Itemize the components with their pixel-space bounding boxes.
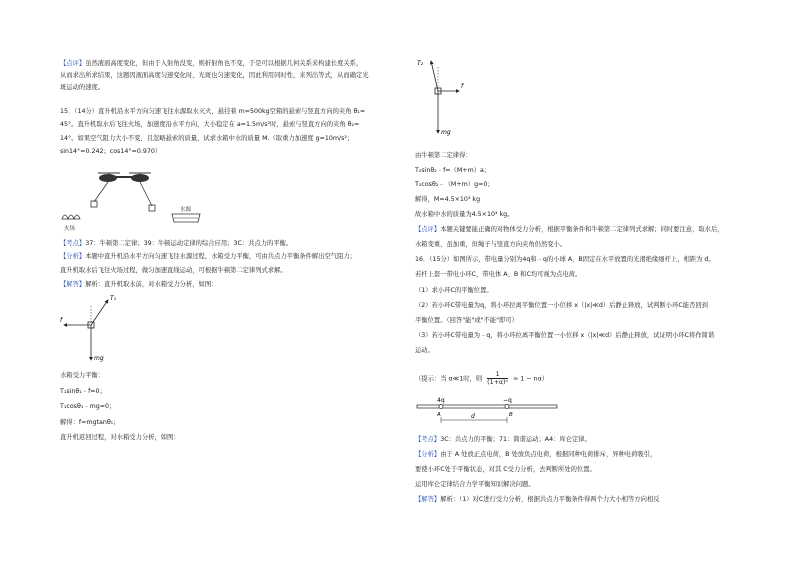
right-fenxi-line-3: 运用库仑定律结合力学平衡知识解决问题。 [415, 481, 535, 488]
ball-a [439, 405, 443, 409]
q16-line-3: （1）求小环C的平衡位置。 [415, 287, 493, 294]
right-kaodian: 【考点】3C：共点力的平衡；71：简谐运动；A4：库仑定律。 [415, 436, 591, 443]
f-label: f [60, 317, 63, 324]
right-line-3: T₂cosθ₂﹣（M+m）g=0； [415, 181, 494, 188]
q16-line-6: （3）若小环C带电量为﹣q，将小环拉离平衡位置一小位移 x（|x|≪d）后静止释放，试证明小环C将作简谐 [415, 332, 715, 339]
hint-fraction: $\frac{1}{\text{(1+α)ⁿ}}$ [487, 371, 509, 386]
force-diagram-left [60, 292, 140, 364]
q16-line-7: 运动。 [415, 347, 434, 354]
tension-arrow [91, 300, 108, 325]
right-dianping-line-2: 水箱变重，虽加重，但绳子与竖直方向夹角仍然变小。 [415, 241, 567, 248]
t2-label: T₂ [417, 60, 424, 67]
fire-icon [62, 215, 80, 219]
right-fenxi-line-2: 要使小环C处于平衡状态，对其 C受力分析，去判断所处的位置。 [415, 466, 596, 473]
tension-arrow [431, 61, 438, 91]
t1-label: T₁ [110, 295, 117, 302]
q16-hint: （提示：当 α≪1时，则 $\frac{1}{\text{(1+α)ⁿ}}$ ≈ 1 − nα） [415, 371, 549, 386]
comment-top-line-3: 斑运动的速度。 [60, 84, 105, 91]
q16-line-2: 若杆上套一带电小环C，带电体 A、B 和C均可视为点电荷。 [415, 271, 582, 278]
left-fenxi-line-1: 【分析】本题中直升机沿水平方向匀速飞往水源过程，水箱受力平衡，可由共点力平衡条件解出空气阻力； [60, 253, 356, 260]
right-jieda: 【解答】解析：（1）对C进行受力分析，根据共点力平衡条件得两个力大小相等方向相反 [415, 496, 660, 503]
mg-label: mg [94, 355, 104, 362]
rod [417, 405, 557, 408]
left-after-5: 直升机返回过程，对水箱受力分析，如图： [60, 434, 180, 441]
q16-line-4: （2）若小环C带电量为q，将小环拉离平衡位置一小位移 x（|x|≪d）后静止释放，试判断小环C能否回到 [415, 302, 708, 309]
sling-1 [94, 182, 108, 202]
point-b-label: B [509, 412, 513, 418]
force-diagram-right [415, 55, 495, 140]
left-after-3: T₁cosθ₁﹣mg=0； [60, 403, 116, 410]
distance-label: d [471, 413, 475, 420]
q16-line-1: 16．（15分）如图所示，带电量分别为4q和﹣q的小球 A、B固定在水平放置的光滑绝缘细杆上，相距为 d。 [415, 256, 715, 263]
comment-tag: 【点评】 [60, 60, 86, 67]
q15-line-1: 15．（14分）直升机沿水平方向匀速飞往水源取水灭火，悬挂着 m=500kg空箱的悬索与竖直方向的夹角 θ₁= [60, 108, 366, 115]
left-jieda: 【解答】解析：直升机取水前，对水箱受力分析，如图： [60, 281, 218, 288]
right-line-5: 故水箱中水的质量为4.5×10³ kg。 [415, 211, 514, 218]
point-a-label: A [437, 412, 441, 418]
water-icon [172, 214, 200, 222]
left-kaodian: 【考点】37：牛顿第二定律；39：牛顿运动定律的综合应用；3C：共点力的平衡。 [60, 240, 293, 247]
water-label: 水源 [180, 207, 192, 213]
right-line-1: 由牛顿第二定律得： [415, 152, 472, 159]
mg-label: mg [441, 129, 451, 136]
left-after-1: 水箱受力平衡： [60, 372, 105, 379]
comment-top-line-2: 从而求出所求结果，这题因液面高度匀速变化时，光斑也匀速变化，因此利用同时性，来列出等式，从而确定光 [60, 72, 369, 79]
helicopter-figure [60, 164, 310, 236]
helicopter-2-icon [122, 173, 151, 182]
right-line-2: T₂sinθ₂﹣f=（M+m）a； [415, 167, 491, 174]
right-fenxi-line-1: 【分析】由于 A 处放正点电荷，B 处放负点电荷，根据同种电荷排斥，异种电荷吸引， [415, 451, 657, 458]
right-dianping-line-1: 【点评】本题关键要能正确的对物体受力分析，根据平衡条件和牛顿第二定律列式求解；同时要注意，取水后， [415, 226, 724, 233]
fire-label: 火场 [64, 226, 76, 232]
q15-line-3: 14°。如果空气阻力大小不变，且忽略悬索的质量，试求水箱中水的质量 M.（取重力加速度 g=10m/s²； [60, 135, 354, 142]
sling-2 [140, 182, 152, 206]
q16-line-5: 平衡位置。（回答"能"或"不能"即可） [415, 317, 518, 324]
charge-a-label: 4q [437, 397, 445, 404]
ball-b [505, 405, 509, 409]
q15-line-4: sin14°=0.242；cos14°=0.970） [60, 148, 162, 155]
right-line-4: 解得，M=4.5×10³ kg [415, 196, 481, 203]
charge-b-label: −q [503, 397, 512, 404]
f-label: f [461, 83, 464, 90]
rod-figure [415, 395, 565, 425]
left-fenxi-line-2: 直升机取水后飞往火场过程，做匀加速直线运动，可根据牛顿第二定律列式求解。 [60, 267, 287, 274]
comment-top-line-1: 【点评】虽然液面高度变化，但由于入射角没变，则折射角也不变，于是可以根据几何关系来构建长度关系， [60, 60, 363, 67]
q15-line-2: 45°。直升机取水后飞往火场，加速度沿水平方向，大小稳定在 a=1.5m/s²时，悬索与竖直方向的夹角 θ₂= [60, 121, 360, 128]
left-after-4: 解得：f=mgtanθ₁； [60, 419, 120, 426]
left-after-2: T₁sinθ₁﹣f=0； [60, 388, 106, 395]
